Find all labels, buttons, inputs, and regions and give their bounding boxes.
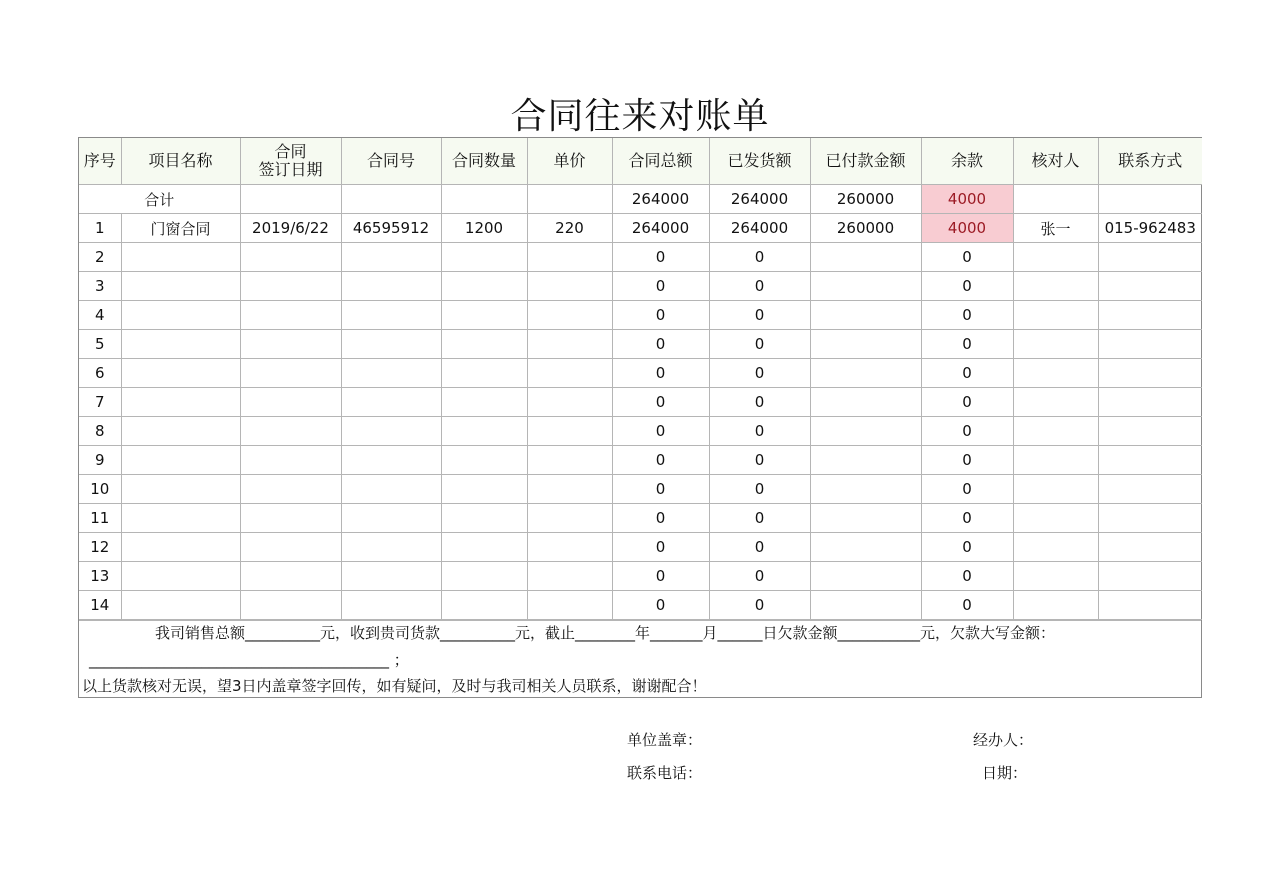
cell-qty: 1200 — [441, 214, 527, 243]
cell-contact — [1098, 533, 1202, 562]
cell-date — [240, 330, 341, 359]
cell-price — [527, 475, 612, 504]
column-header: 合同 签订日期 — [240, 138, 341, 185]
cell-contact — [1098, 417, 1202, 446]
cell-no: 10 — [79, 475, 121, 504]
cell-name — [121, 446, 240, 475]
cell-shipped: 0 — [709, 446, 810, 475]
cell-qty — [441, 591, 527, 620]
table-row — [79, 475, 1202, 504]
cell-name: 门窗合同 — [121, 214, 240, 243]
date-label: 日期： — [982, 764, 1028, 782]
cell-qty — [441, 301, 527, 330]
cell-date — [240, 359, 341, 388]
cell-no: 3 — [79, 272, 121, 301]
cell-checker — [1013, 243, 1098, 272]
cell-no: 13 — [79, 562, 121, 591]
cell-no: 6 — [79, 359, 121, 388]
cell-contact — [1098, 359, 1202, 388]
cell-contract-no — [341, 243, 441, 272]
total-balance: 4000 — [921, 185, 1013, 214]
cell-contact — [1098, 272, 1202, 301]
cell-date — [240, 562, 341, 591]
cell-checker: 张一 — [1013, 214, 1098, 243]
cell-name — [121, 330, 240, 359]
cell-no: 9 — [79, 446, 121, 475]
notes-line-2: ________________________________________ ； — [89, 651, 409, 669]
cell-date — [240, 591, 341, 620]
cell-price — [527, 243, 612, 272]
column-header: 已付款金额 — [810, 138, 921, 185]
cell-no: 1 — [79, 214, 121, 243]
cell-price: 220 — [527, 214, 612, 243]
cell-checker — [1013, 446, 1098, 475]
cell-contract-no — [341, 562, 441, 591]
cell-contact — [1098, 446, 1202, 475]
cell-shipped: 0 — [709, 243, 810, 272]
cell-date — [240, 533, 341, 562]
cell-paid: 260000 — [810, 214, 921, 243]
cell-checker — [1013, 417, 1098, 446]
cell-shipped: 0 — [709, 533, 810, 562]
cell-contract-no — [341, 359, 441, 388]
column-header: 合同总额 — [612, 138, 709, 185]
cell-no: 7 — [79, 388, 121, 417]
cell-no: 4 — [79, 301, 121, 330]
cell-qty — [441, 388, 527, 417]
cell-no: 12 — [79, 533, 121, 562]
table-body — [79, 185, 1202, 620]
table-row — [79, 359, 1202, 388]
cell-total: 0 — [612, 533, 709, 562]
ledger-table — [79, 138, 1202, 620]
cell-qty — [441, 504, 527, 533]
cell-checker — [1013, 359, 1098, 388]
cell-checker — [1013, 591, 1098, 620]
cell-paid — [810, 417, 921, 446]
cell-checker — [1013, 388, 1098, 417]
cell-name — [121, 533, 240, 562]
cell-price — [527, 562, 612, 591]
cell-paid — [810, 446, 921, 475]
cell-total: 0 — [612, 475, 709, 504]
table-row — [79, 243, 1202, 272]
cell-checker — [1013, 533, 1098, 562]
cell-shipped: 0 — [709, 388, 810, 417]
cell-balance: 0 — [921, 417, 1013, 446]
cell-contact — [1098, 388, 1202, 417]
cell-qty — [441, 533, 527, 562]
cell-date: 2019/6/22 — [240, 214, 341, 243]
cell-paid — [810, 504, 921, 533]
cell-name — [121, 417, 240, 446]
column-header: 序号 — [79, 138, 121, 185]
cell-name — [121, 388, 240, 417]
cell-total: 0 — [612, 243, 709, 272]
column-header: 联系方式 — [1098, 138, 1202, 185]
cell-name — [121, 301, 240, 330]
cell-balance: 0 — [921, 272, 1013, 301]
cell-balance: 0 — [921, 504, 1013, 533]
cell-paid — [810, 388, 921, 417]
table-row — [79, 330, 1202, 359]
cell-shipped: 0 — [709, 591, 810, 620]
cell-price — [527, 533, 612, 562]
cell-balance: 0 — [921, 388, 1013, 417]
cell-paid — [810, 562, 921, 591]
cell-balance: 0 — [921, 533, 1013, 562]
cell-date — [240, 301, 341, 330]
cell-total: 0 — [612, 562, 709, 591]
cell-contact — [1098, 301, 1202, 330]
cell-paid — [810, 330, 921, 359]
handler-label: 经办人： — [973, 731, 1034, 749]
table-header-row — [79, 138, 1202, 185]
cell-shipped: 0 — [709, 504, 810, 533]
cell-no: 8 — [79, 417, 121, 446]
notes-block — [79, 620, 1201, 697]
cell-contract-no: 46595912 — [341, 214, 441, 243]
cell-total: 0 — [612, 504, 709, 533]
table-row — [79, 301, 1202, 330]
cell-total: 0 — [612, 446, 709, 475]
cell-contact — [1098, 475, 1202, 504]
cell-balance: 0 — [921, 446, 1013, 475]
cell-balance: 0 — [921, 301, 1013, 330]
cell-total: 264000 — [612, 214, 709, 243]
cell-shipped: 0 — [709, 562, 810, 591]
cell-contract-no — [341, 504, 441, 533]
cell-contact — [1098, 591, 1202, 620]
phone-label: 联系电话： — [627, 764, 703, 782]
cell-shipped: 0 — [709, 417, 810, 446]
cell-name — [121, 359, 240, 388]
cell-date — [240, 272, 341, 301]
cell-no: 11 — [79, 504, 121, 533]
cell-no: 14 — [79, 591, 121, 620]
cell-paid — [810, 359, 921, 388]
cell-paid — [810, 475, 921, 504]
cell-contract-no — [341, 475, 441, 504]
cell-qty — [441, 562, 527, 591]
cell-name — [121, 562, 240, 591]
cell-shipped: 0 — [709, 475, 810, 504]
cell-date — [240, 243, 341, 272]
cell-name — [121, 272, 240, 301]
cell-date — [240, 504, 341, 533]
notes-line-1: 我司销售总额__________元，收到贵司货款__________元，截止________年_______月______日欠款金额___________元，欠款大写金额： — [155, 624, 1056, 642]
cell-balance: 0 — [921, 475, 1013, 504]
table-row — [79, 417, 1202, 446]
cell-price — [527, 446, 612, 475]
cell-balance: 0 — [921, 359, 1013, 388]
notes-line-3: 以上货款核对无误，望3日内盖章签字回传，如有疑问，及时与我司相关人员联系，谢谢配合！ — [82, 677, 707, 695]
cell-checker — [1013, 330, 1098, 359]
cell-price — [527, 591, 612, 620]
ledger-sheet — [78, 137, 1202, 698]
cell-price — [527, 359, 612, 388]
cell-no: 2 — [79, 243, 121, 272]
stamp-label: 单位盖章： — [627, 731, 703, 749]
cell-checker — [1013, 475, 1098, 504]
table-row — [79, 214, 1202, 243]
cell-qty — [441, 359, 527, 388]
total-paid-amount: 260000 — [810, 185, 921, 214]
cell-balance: 0 — [921, 243, 1013, 272]
cell-checker — [1013, 272, 1098, 301]
cell-qty — [441, 243, 527, 272]
cell-date — [240, 417, 341, 446]
table-row — [79, 388, 1202, 417]
cell-name — [121, 243, 240, 272]
table-row — [79, 562, 1202, 591]
cell-price — [527, 301, 612, 330]
cell-contact — [1098, 504, 1202, 533]
cell-qty — [441, 417, 527, 446]
table-row — [79, 504, 1202, 533]
cell-paid — [810, 301, 921, 330]
cell-balance: 0 — [921, 330, 1013, 359]
cell-date — [240, 446, 341, 475]
cell-paid — [810, 272, 921, 301]
total-shipped-amount: 264000 — [709, 185, 810, 214]
document-title: 合同往来对账单 — [510, 96, 770, 137]
cell-total: 0 — [612, 272, 709, 301]
cell-shipped: 264000 — [709, 214, 810, 243]
cell-shipped: 0 — [709, 359, 810, 388]
cell-paid — [810, 533, 921, 562]
cell-shipped: 0 — [709, 272, 810, 301]
cell-contract-no — [341, 388, 441, 417]
cell-contract-no — [341, 330, 441, 359]
cell-balance: 0 — [921, 562, 1013, 591]
cell-no: 5 — [79, 330, 121, 359]
column-header: 核对人 — [1013, 138, 1098, 185]
cell-total: 0 — [612, 591, 709, 620]
column-header: 合同数量 — [441, 138, 527, 185]
cell-shipped: 0 — [709, 330, 810, 359]
cell-shipped: 0 — [709, 301, 810, 330]
cell-date — [240, 475, 341, 504]
table-row — [79, 272, 1202, 301]
cell-total: 0 — [612, 417, 709, 446]
total-contract-amount: 264000 — [612, 185, 709, 214]
cell-balance: 0 — [921, 591, 1013, 620]
cell-contract-no — [341, 591, 441, 620]
cell-date — [240, 388, 341, 417]
cell-contact — [1098, 243, 1202, 272]
cell-qty — [441, 446, 527, 475]
column-header: 项目名称 — [121, 138, 240, 185]
table-row — [79, 591, 1202, 620]
cell-contract-no — [341, 272, 441, 301]
cell-price — [527, 504, 612, 533]
cell-checker — [1013, 504, 1098, 533]
table-row — [79, 446, 1202, 475]
cell-price — [527, 272, 612, 301]
cell-total: 0 — [612, 330, 709, 359]
cell-contract-no — [341, 417, 441, 446]
cell-checker — [1013, 301, 1098, 330]
cell-contract-no — [341, 301, 441, 330]
cell-price — [527, 417, 612, 446]
cell-checker — [1013, 562, 1098, 591]
cell-total: 0 — [612, 388, 709, 417]
cell-contract-no — [341, 446, 441, 475]
cell-total: 0 — [612, 359, 709, 388]
cell-name — [121, 475, 240, 504]
cell-contact: 015-962483 — [1098, 214, 1202, 243]
cell-contact — [1098, 562, 1202, 591]
column-header: 余款 — [921, 138, 1013, 185]
cell-qty — [441, 272, 527, 301]
cell-contact — [1098, 330, 1202, 359]
table-row — [79, 533, 1202, 562]
cell-qty — [441, 330, 527, 359]
cell-price — [527, 388, 612, 417]
cell-name — [121, 504, 240, 533]
column-header: 已发货额 — [709, 138, 810, 185]
column-header: 单价 — [527, 138, 612, 185]
cell-balance: 4000 — [921, 214, 1013, 243]
cell-paid — [810, 591, 921, 620]
cell-paid — [810, 243, 921, 272]
total-row — [79, 185, 1202, 214]
cell-total: 0 — [612, 301, 709, 330]
column-header: 合同号 — [341, 138, 441, 185]
cell-name — [121, 591, 240, 620]
cell-price — [527, 330, 612, 359]
cell-contract-no — [341, 533, 441, 562]
total-label: 合计 — [79, 185, 240, 214]
cell-qty — [441, 475, 527, 504]
